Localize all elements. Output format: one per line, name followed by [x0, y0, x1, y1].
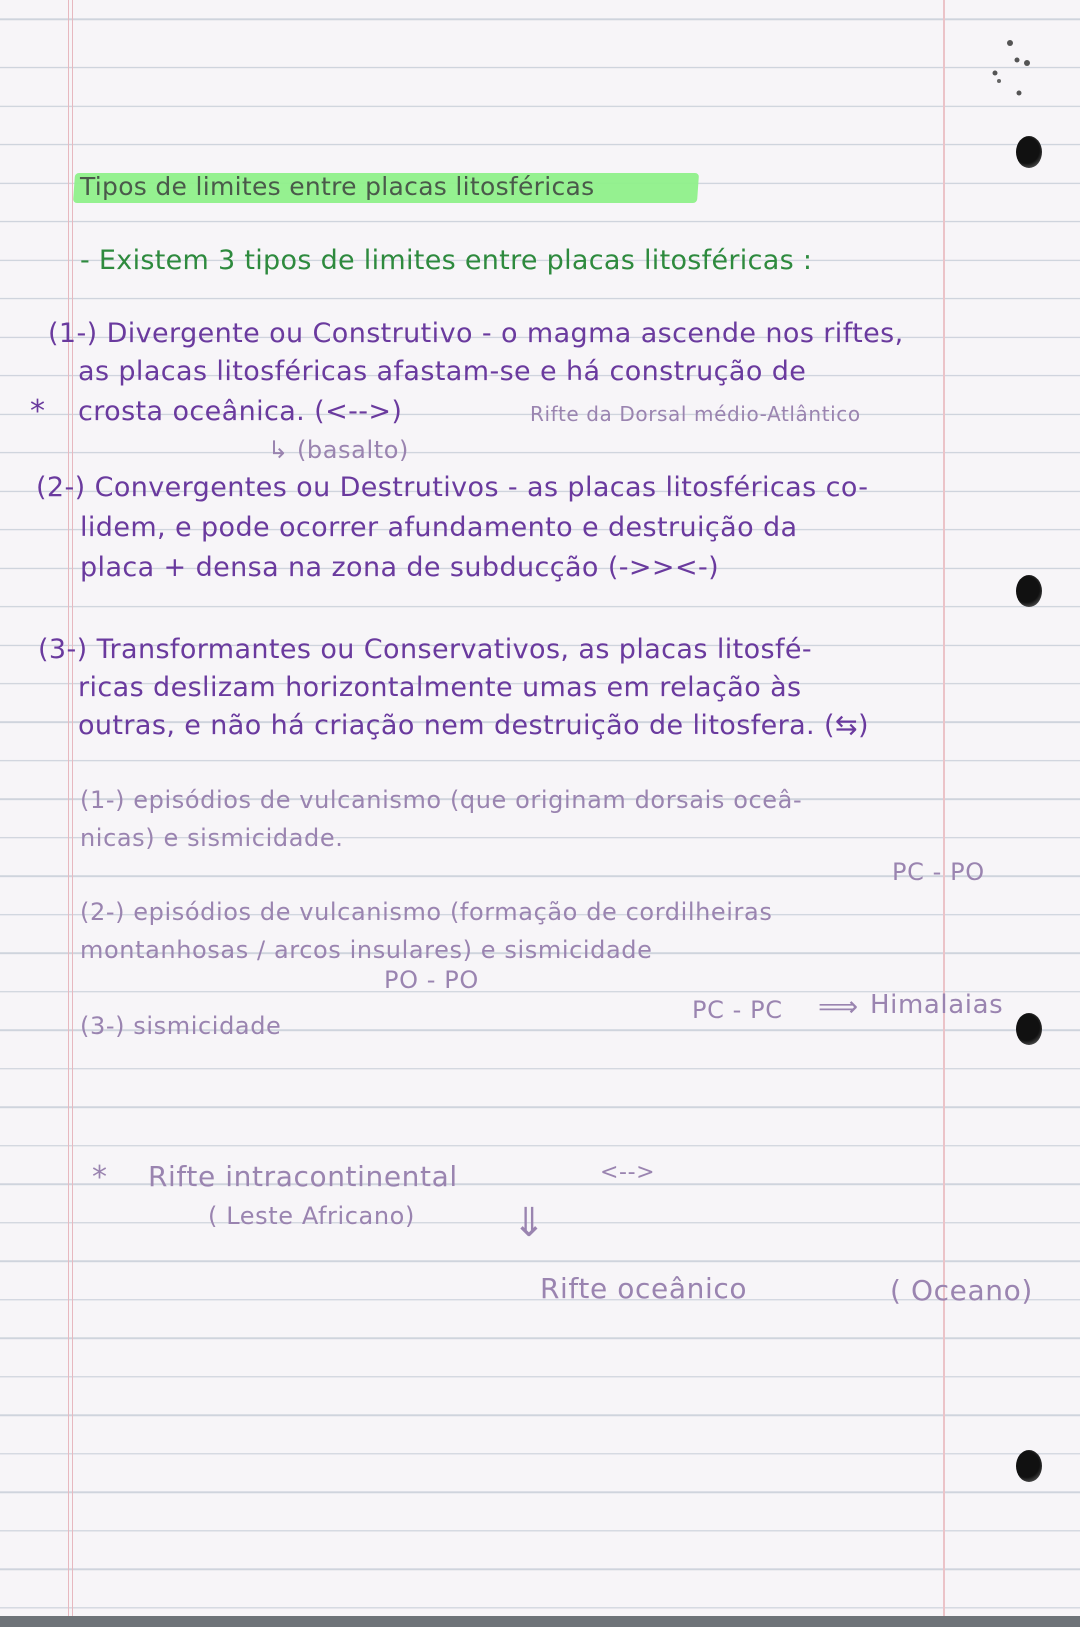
- binder-hole-icon: [1016, 575, 1042, 607]
- page-title: Tipos de limites entre placas litosféricas: [80, 172, 595, 201]
- section-1-line: as placas litosféricas afastam-se e há construção de: [78, 356, 807, 387]
- pc-pc-label: PC - PC: [692, 996, 783, 1024]
- section-3-line: (3-) Transformantes ou Conservativos, as placas litosfé-: [38, 634, 813, 665]
- note-1-line: (1-) episódios de vulcanismo (que originam dorsais oceâ-: [80, 786, 803, 814]
- binder-hole-icon: [1016, 1013, 1042, 1045]
- binder-hole-icon: [1016, 1450, 1042, 1482]
- note-2-line: (2-) episódios de vulcanismo (formação de cordilheiras: [80, 898, 773, 926]
- double-arrow-icon: <-->: [600, 1160, 656, 1185]
- section-1-line: (1-) Divergente ou Construtivo - o magma ascende nos riftes,: [48, 318, 904, 349]
- section-3-line: ricas deslizam horizontalmente umas em relação às: [78, 672, 802, 703]
- section-2-line: lidem, e pode ocorrer afundamento e destruição da: [80, 512, 798, 543]
- arrow-icon: ⟹: [818, 990, 859, 1023]
- rifte-oceanico-label: Rifte oceânico: [540, 1272, 748, 1305]
- down-arrow-icon: ⇓: [512, 1200, 547, 1246]
- himalaias-label: Himalaias: [870, 990, 1004, 1020]
- oceano-label: ( Oceano): [890, 1274, 1033, 1307]
- basalto-note: ↳ (basalto): [268, 436, 409, 464]
- star-mark: *: [30, 394, 46, 429]
- section-3-line: outras, e não há criação nem destruição de litosfera. (⇆): [78, 710, 869, 741]
- rifte-note: Rifte da Dorsal médio-Atlântico: [530, 402, 861, 426]
- leste-africano-label: ( Leste Africano): [208, 1202, 415, 1230]
- section-2-line: (2-) Convergentes ou Destrutivos - as placas litosféricas co-: [36, 472, 869, 503]
- rifte-intra-label: Rifte intracontinental: [148, 1160, 458, 1193]
- section-2-line: placa + densa na zona de subducção (->><-): [80, 552, 720, 583]
- margin-line: [943, 0, 945, 1627]
- margin-line: [68, 0, 69, 1627]
- note-2-line: montanhosas / arcos insulares) e sismicidade: [80, 936, 653, 964]
- note-3-line: (3-) sismicidade: [80, 1012, 282, 1040]
- intro-text: - Existem 3 tipos de limites entre placas litosféricas :: [80, 245, 813, 276]
- po-po-label: PO - PO: [384, 966, 479, 994]
- margin-line: [72, 0, 73, 1627]
- pc-po-label: PC - PO: [892, 858, 985, 886]
- binder-hole-icon: [1016, 136, 1042, 168]
- page-bottom-edge: [0, 1616, 1080, 1627]
- star-mark: *: [92, 1160, 108, 1195]
- note-1-line: nicas) e sismicidade.: [80, 824, 344, 852]
- section-1-line: crosta oceânica. (<-->): [78, 396, 403, 427]
- paper-specks: [985, 35, 1045, 105]
